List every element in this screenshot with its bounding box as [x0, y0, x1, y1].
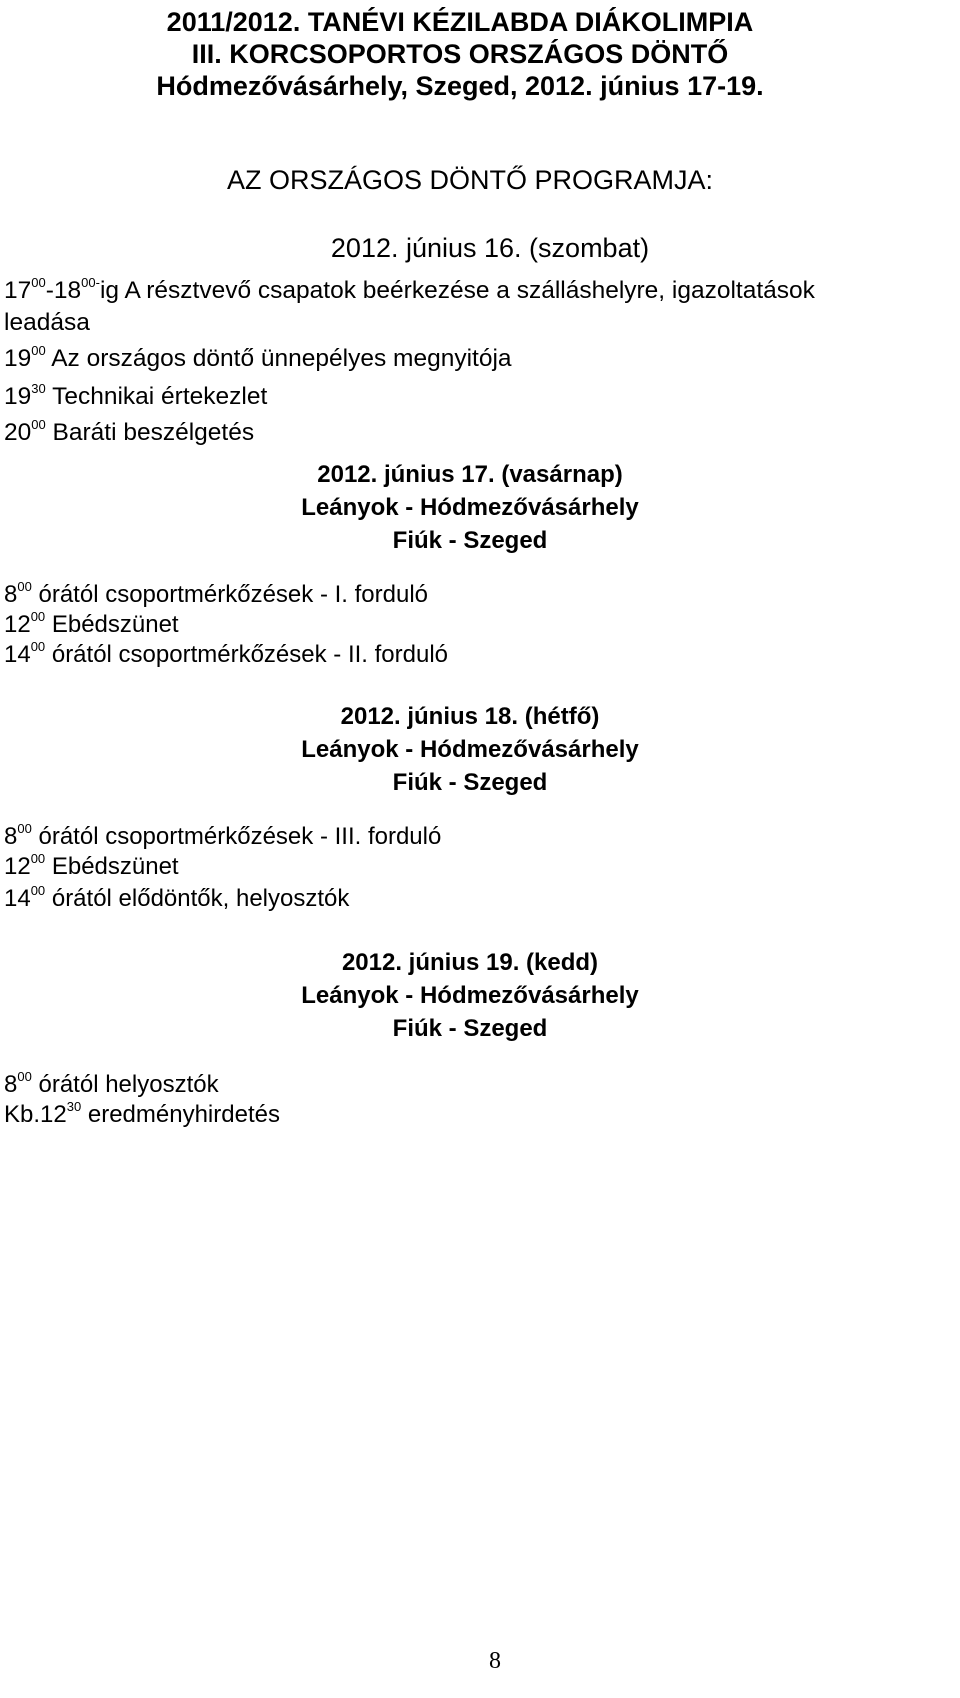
- saturday-date: 2012. június 16. (szombat): [330, 233, 650, 263]
- schedule-item-sun-lunch: $12^{00}$ Ebédszünet: [4, 609, 179, 638]
- schedule-item-tue-awards: $Kb.12^{30}$ eredményhirdetés: [4, 1099, 280, 1128]
- schedule-item-mon-round3: $8^{00}$ órától csoportmérkőzések - III. forduló: [4, 821, 442, 850]
- document-header: [0, 6, 960, 102]
- sunday-header: [0, 458, 960, 557]
- page-number: 8: [489, 1648, 501, 1674]
- schedule-item-sun-round2: $14^{00}$ órától csoportmérkőzések - II. forduló: [4, 639, 449, 668]
- monday-header: [0, 700, 960, 799]
- tuesday-boys-venue: Fiúk - Szeged: [392, 1015, 548, 1042]
- schedule-item-sat-chat: $20^{00}$ Baráti beszélgetés: [4, 417, 255, 446]
- schedule-item-mon-lunch: $12^{00}$ Ebédszünet: [4, 851, 179, 880]
- schedule-item-sun-round1: $8^{00}$ órától csoportmérkőzések - I. forduló: [4, 579, 428, 608]
- monday-date: 2012. június 18. (hétfő): [340, 703, 600, 730]
- sunday-boys-venue: Fiúk - Szeged: [392, 527, 548, 554]
- tuesday-date: 2012. június 19. (kedd): [341, 949, 599, 976]
- header-line-3: Hódmezővásárhely, Szeged, 2012. június 17-19.: [156, 71, 764, 101]
- schedule-item-sat-opening: $19^{00}$ Az országos döntő ünnepélyes megnyitója: [4, 343, 512, 372]
- schedule-item-sat-arrival: $17^{00}-18^{00-}ig$ A résztvevő csapatok beérkezése a szálláshelyre, igazoltatások: [4, 275, 815, 304]
- schedule-item-mon-semifinals: $14^{00}$ órától elődöntők, helyosztók: [4, 883, 350, 912]
- program-title: AZ ORSZÁGOS DÖNTŐ PROGRAMJA:: [226, 165, 714, 195]
- schedule-item-sat-arrival-cont: leadása: [4, 309, 90, 336]
- schedule-item-tue-placement: $8^{00}$ órától helyosztók: [4, 1069, 219, 1098]
- tuesday-girls-venue: Leányok - Hódmezővásárhely: [301, 982, 639, 1009]
- header-line-1: 2011/2012. TANÉVI KÉZILABDA DIÁKOLIMPIA: [166, 7, 754, 37]
- tuesday-header: [0, 946, 960, 1045]
- schedule-item-sat-meeting: $19^{30}$ Technikai értekezlet: [4, 381, 268, 410]
- header-line-2: III. KORCSOPORTOS ORSZÁGOS DÖNTŐ: [191, 39, 729, 69]
- monday-girls-venue: Leányok - Hódmezővásárhely: [301, 736, 639, 763]
- sunday-date: 2012. június 17. (vasárnap): [317, 461, 623, 488]
- sunday-girls-venue: Leányok - Hódmezővásárhely: [301, 494, 639, 521]
- monday-boys-venue: Fiúk - Szeged: [392, 769, 548, 796]
